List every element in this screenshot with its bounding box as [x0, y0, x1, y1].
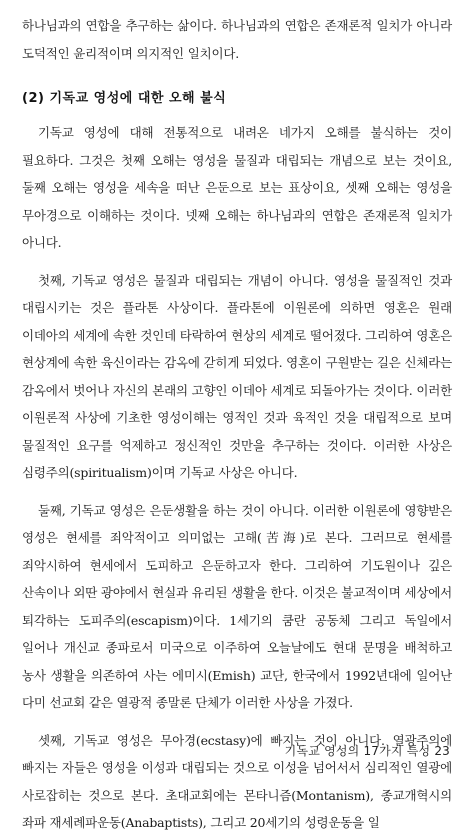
paragraph-overview: 기독교 영성에 대해 전통적으로 내려온 네가지 오해를 불식하는 것이 필요하다. 그것은 첫째 오해는 영성을 물질과 대립되는 개념으로 보는 것이요, 둘째 오해는 영성을 세속을 떠난 은둔으로 보는 표상이요, 셋째 오해는 영성을 무아경으로 이해하는 것이다. 넷째 오해는 하나님과의 연합은 존재론적 일치가 아니다.: [22, 125, 452, 250]
page-footer: 기독교 영성의 17가지 특성 23: [284, 744, 450, 758]
page-body: [22, 12, 452, 837]
paragraph-first-misconception: 첫째, 기독교 영성은 물질과 대립되는 개념이 아니다. 영성을 물질적인 것과 대립시키는 것은 플라톤 사상이다. 플라톤에 이원론에 의하면 영혼은 원래 이데아의 세계에 속한 것인데 타락하여 현상의 세계로 떨어졌다. 그리하여 영혼은 현상계에 속한 육신이라는 감옥에 갇히게 되었다. 영혼이 구원받는 길은 신체라는 감옥에서 벗어나 자신의 본래의 고향인 이데아 세계로 되돌아가는 것이다. 이러한 이원론적 사상에 기초한 영성이해는 영적인 것과 육적인 것을 대립적으로 보며 물질적인 요구를 억제하고 정신적인 것만을 추구하는 것이다. 이러한 사상은 심령주의(spiritualism)이며 기독교 사상은 아니다.: [22, 272, 452, 480]
intro-paragraph: 하나님과의 연합을 추구하는 삶이다. 하나님과의 연합은 존재론적 일치가 아니라 도덕적인 윤리적이며 의지적인 일치이다.: [22, 18, 452, 61]
paragraph-gap: [22, 717, 452, 727]
section-heading: (2) 기독교 영성에 대한 오해 불식: [22, 91, 227, 106]
paragraph-second-misconception: 둘째, 기독교 영성은 은둔생활을 하는 것이 아니다. 이러한 이원론에 영향받은 영성은 현세를 죄악적이고 의미없는 고해(苦海)로 본다. 그러므로 현세를 죄악시하여 현세에서 도피하고 은둔하고자 한다. 그리하여 기도원이나 깊은 산속이나 외딴 광야에서 현실과 유리된 생활을 한다. 이것은 불교적이며 세상에서 퇴각하는 도피주의(escapism)이다. 1세기의 쿰란 공동체 그리고 독일에서 일어나 개신교 종파로서 미국으로 이주하여 오늘날에도 현대 문명을 배척하고 농사 생활을 의존하여 사는 에미시(Emish) 교단, 한국에서 1992년대에 일어난 다미 선교회 같은 열광적 종말론 단체가 이러한 사상을 가졌다.: [22, 502, 452, 710]
paragraph-third-misconception: 셋째, 기독교 영성은 무아경(ecstasy)에 빠지는 것이 아니다. 열광주의에 빠지는 자들은 영성을 이성과 대립되는 것으로 이성을 넘어서서 심리적인 열광에 사로잡히는 것으로 본다. 초대교회에는 몬타니즘(Montanism), 종교개혁시의 좌파 재세례파운동(Anabaptists), 그리고 20세기의 성령운동을 일: [22, 732, 452, 830]
paragraph-gap: [22, 487, 452, 497]
paragraph-gap: [22, 257, 452, 267]
